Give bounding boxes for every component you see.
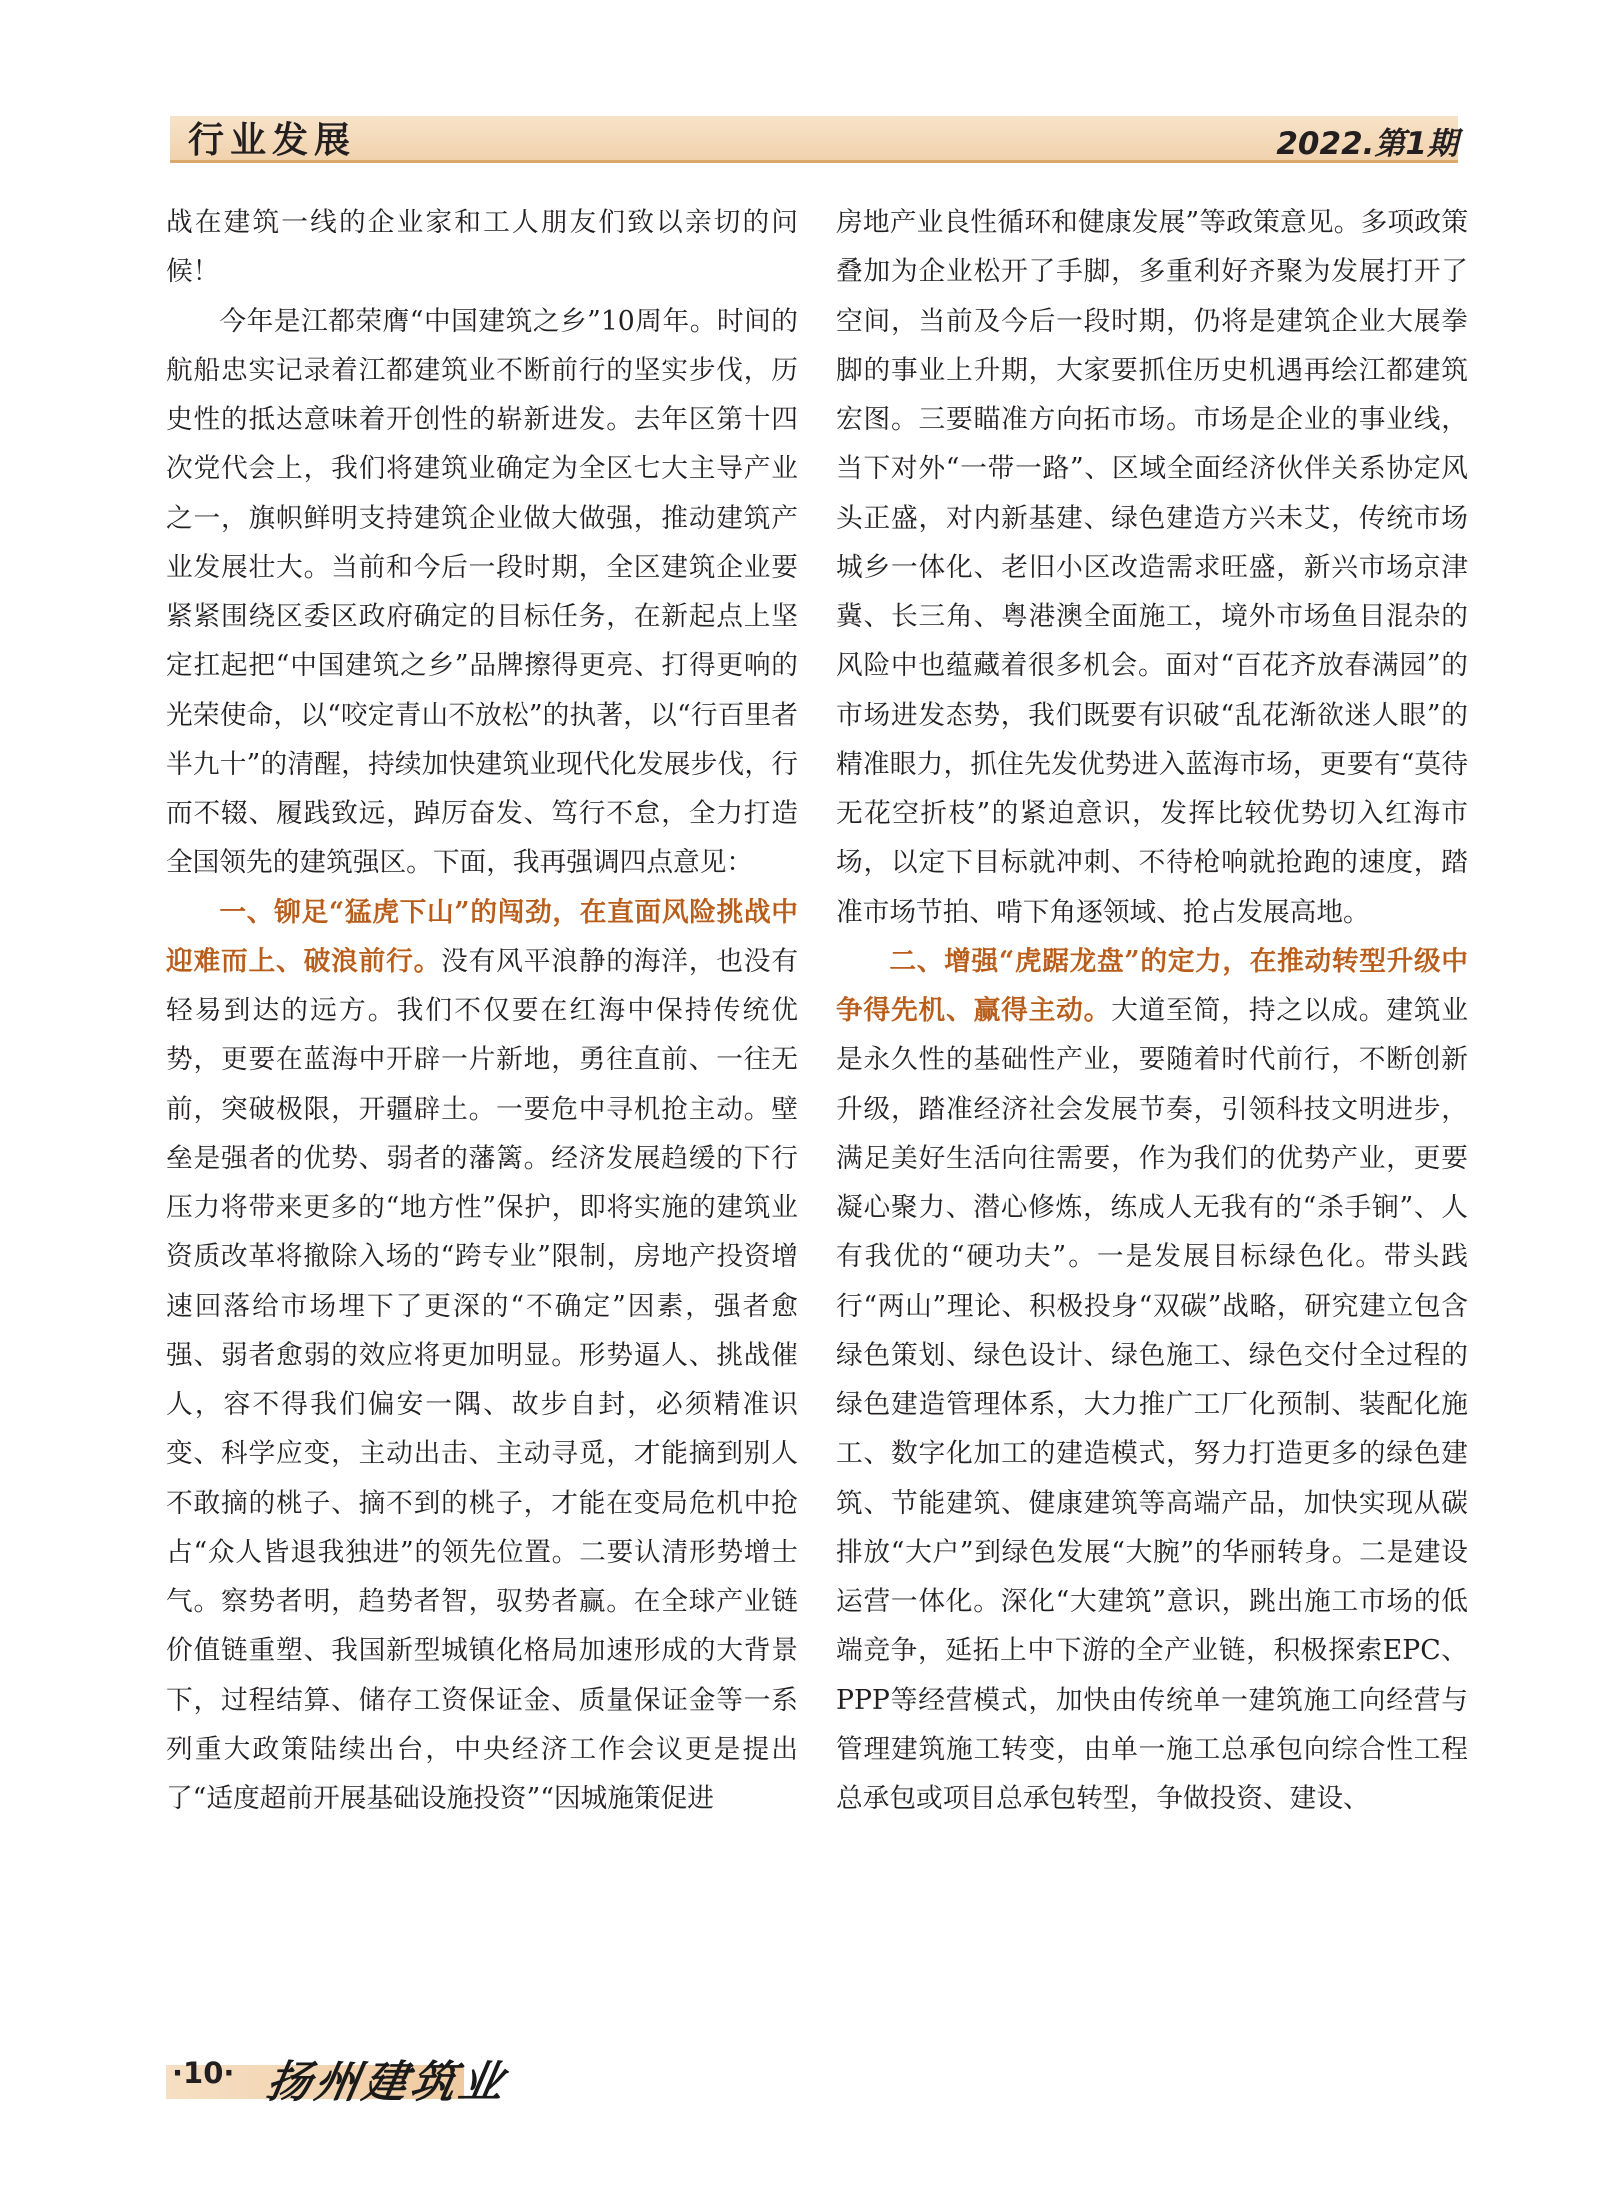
left-column [166, 198, 798, 1823]
magazine-logo: 扬州建筑业 [262, 2057, 512, 2108]
page-number: ·10· [172, 2056, 235, 2090]
point-one-heading: 一、铆足“猛虎下山”的闯劲，在直面风险挑战中迎难而上、破浪前行。 [166, 896, 798, 977]
paragraph-point-one [166, 888, 798, 1824]
paragraph-market: 房地产业良性循环和健康发展”等政策意见。多项政策叠加为企业松开了手脚，多重利好齐聚为发展打开了空间，当前及今后一段时期，仍将是建筑企业大展拳脚的事业上升期，大家要抓住历史机遇再绘江都建筑宏图。三要瞄准方向拓市场。市场是企业的事业线，当下对外“一带一路”、区域全面经济伙伴关系协定风头正盛，对内新基建、绿色建造方兴未艾，传统市场城乡一体化、老旧小区改造需求旺盛，新兴市场京津冀、长三角、粤港澳全面施工，境外市场鱼目混杂的风险中也蕴藏着很多机会。面对“百花齐放春满园”的市场进发态势，我们既要有识破“乱花渐欲迷人眼”的精准眼力，抓住先发优势进入蓝海市场，更要有“莫待无花空折枝”的紧迫意识，发挥比较优势切入红海市场，以定下目标就冲刺、不待枪响就抢跑的速度，踏准市场节拍、啃下角逐领域、抢占发展高地。 [836, 207, 1468, 928]
issue-label: 2022.第1期 [1276, 126, 1458, 162]
paragraph-continued: 战在建筑一线的企业家和工人朋友们致以亲切的问候！ [166, 207, 798, 288]
header-rule [170, 160, 1458, 163]
section-title: 行业发展 [188, 120, 357, 161]
right-column [836, 198, 1468, 1823]
point-two-heading: 二、增强“虎踞龙盘”的定力，在推动转型升级中争得先机、赢得主动。 [836, 945, 1468, 1026]
header-band [170, 116, 1458, 160]
paragraph-point-two [836, 937, 1468, 1824]
point-one-body: 没有风平浪静的海洋，也没有轻易到达的远方。我们不仅要在红海中保持传统优势，更要在蓝海中开辟一片新地，勇往直前、一往无前，突破极限，开疆辟土。一要危中寻机抢主动。壁垒是强者的优势、弱者的藩篱。经济发展趋缓的下行压力将带来更多的“地方性”保护，即将实施的建筑业资质改革将撤除入场的“跨专业”限制，房地产投资增速回落给市场埋下了更深的“不确定”因素，强者愈强、弱者愈弱的效应将更加明显。形势逼人、挑战催人，容不得我们偏安一隅、故步自封，必须精准识变、科学应变，主动出击、主动寻觅，才能摘到别人不敢摘的桃子、摘不到的桃子，才能在变局危机中抢占“众人皆退我独进”的领先位置。二要认清形势增士气。察势者明，趋势者智，驭势者赢。在全球产业链价值链重塑、我国新型城镇化格局加速形成的大背景下，过程结算、储存工资保证金、质量保证金等一系列重大政策陆续出台，中央经济工作会议更是提出了“适度超前开展基础设施投资”“因城施策促进 [166, 945, 799, 1814]
point-two-body: 大道至简，持之以成。建筑业是永久性的基础性产业，要随着时代前行，不断创新升级，踏准经济社会发展节奏，引领科技文明进步，满足美好生活向往需要，作为我们的优势产业，更要凝心聚力、潜心修炼，练成人无我有的“杀手锏”、人有我优的“硬功夫”。一是发展目标绿色化。带头践行“两山”理论、积极投身“双碳”战略，研究建立包含绿色策划、绿色设计、绿色施工、绿色交付全过程的绿色建造管理体系，大力推广工厂化预制、装配化施工、数字化加工的建造模式，努力打造更多的绿色建筑、节能建筑、健康建筑等高端产品，加快实现从碳排放“大户”到绿色发展“大腕”的华丽转身。二是建设运营一体化。深化“大建筑”意识，跳出施工市场的低端竞争，延拓上中下游的全产业链，积极探索EPC、PPP等经营模式，加快由传统单一建筑施工向经营与管理建筑施工转变，由单一施工总承包向综合性工程总承包或项目总承包转型，争做投资、建设、 [836, 995, 1469, 1814]
paragraph-anniversary: 今年是江都荣膺“中国建筑之乡”10周年。时间的航船忠实记录着江都建筑业不断前行的坚实步伐，历史性的抵达意味着开创性的崭新进发。去年区第十四次党代会上，我们将建筑业确定为全区七大主导产业之一，旗帜鲜明支持建筑企业做大做强，推动建筑产业发展壮大。当前和今后一段时期，全区建筑企业要紧紧围绕区委区政府确定的目标任务，在新起点上坚定扛起把“中国建筑之乡”品牌擦得更亮、打得更响的光荣使命，以“咬定青山不放松”的执著，以“行百里者半九十”的清醒，持续加快建筑业现代化发展步伐，行而不辍、履践致远，踔厉奋发、笃行不怠，全力打造全国领先的建筑强区。下面，我再强调四点意见： [166, 305, 799, 879]
